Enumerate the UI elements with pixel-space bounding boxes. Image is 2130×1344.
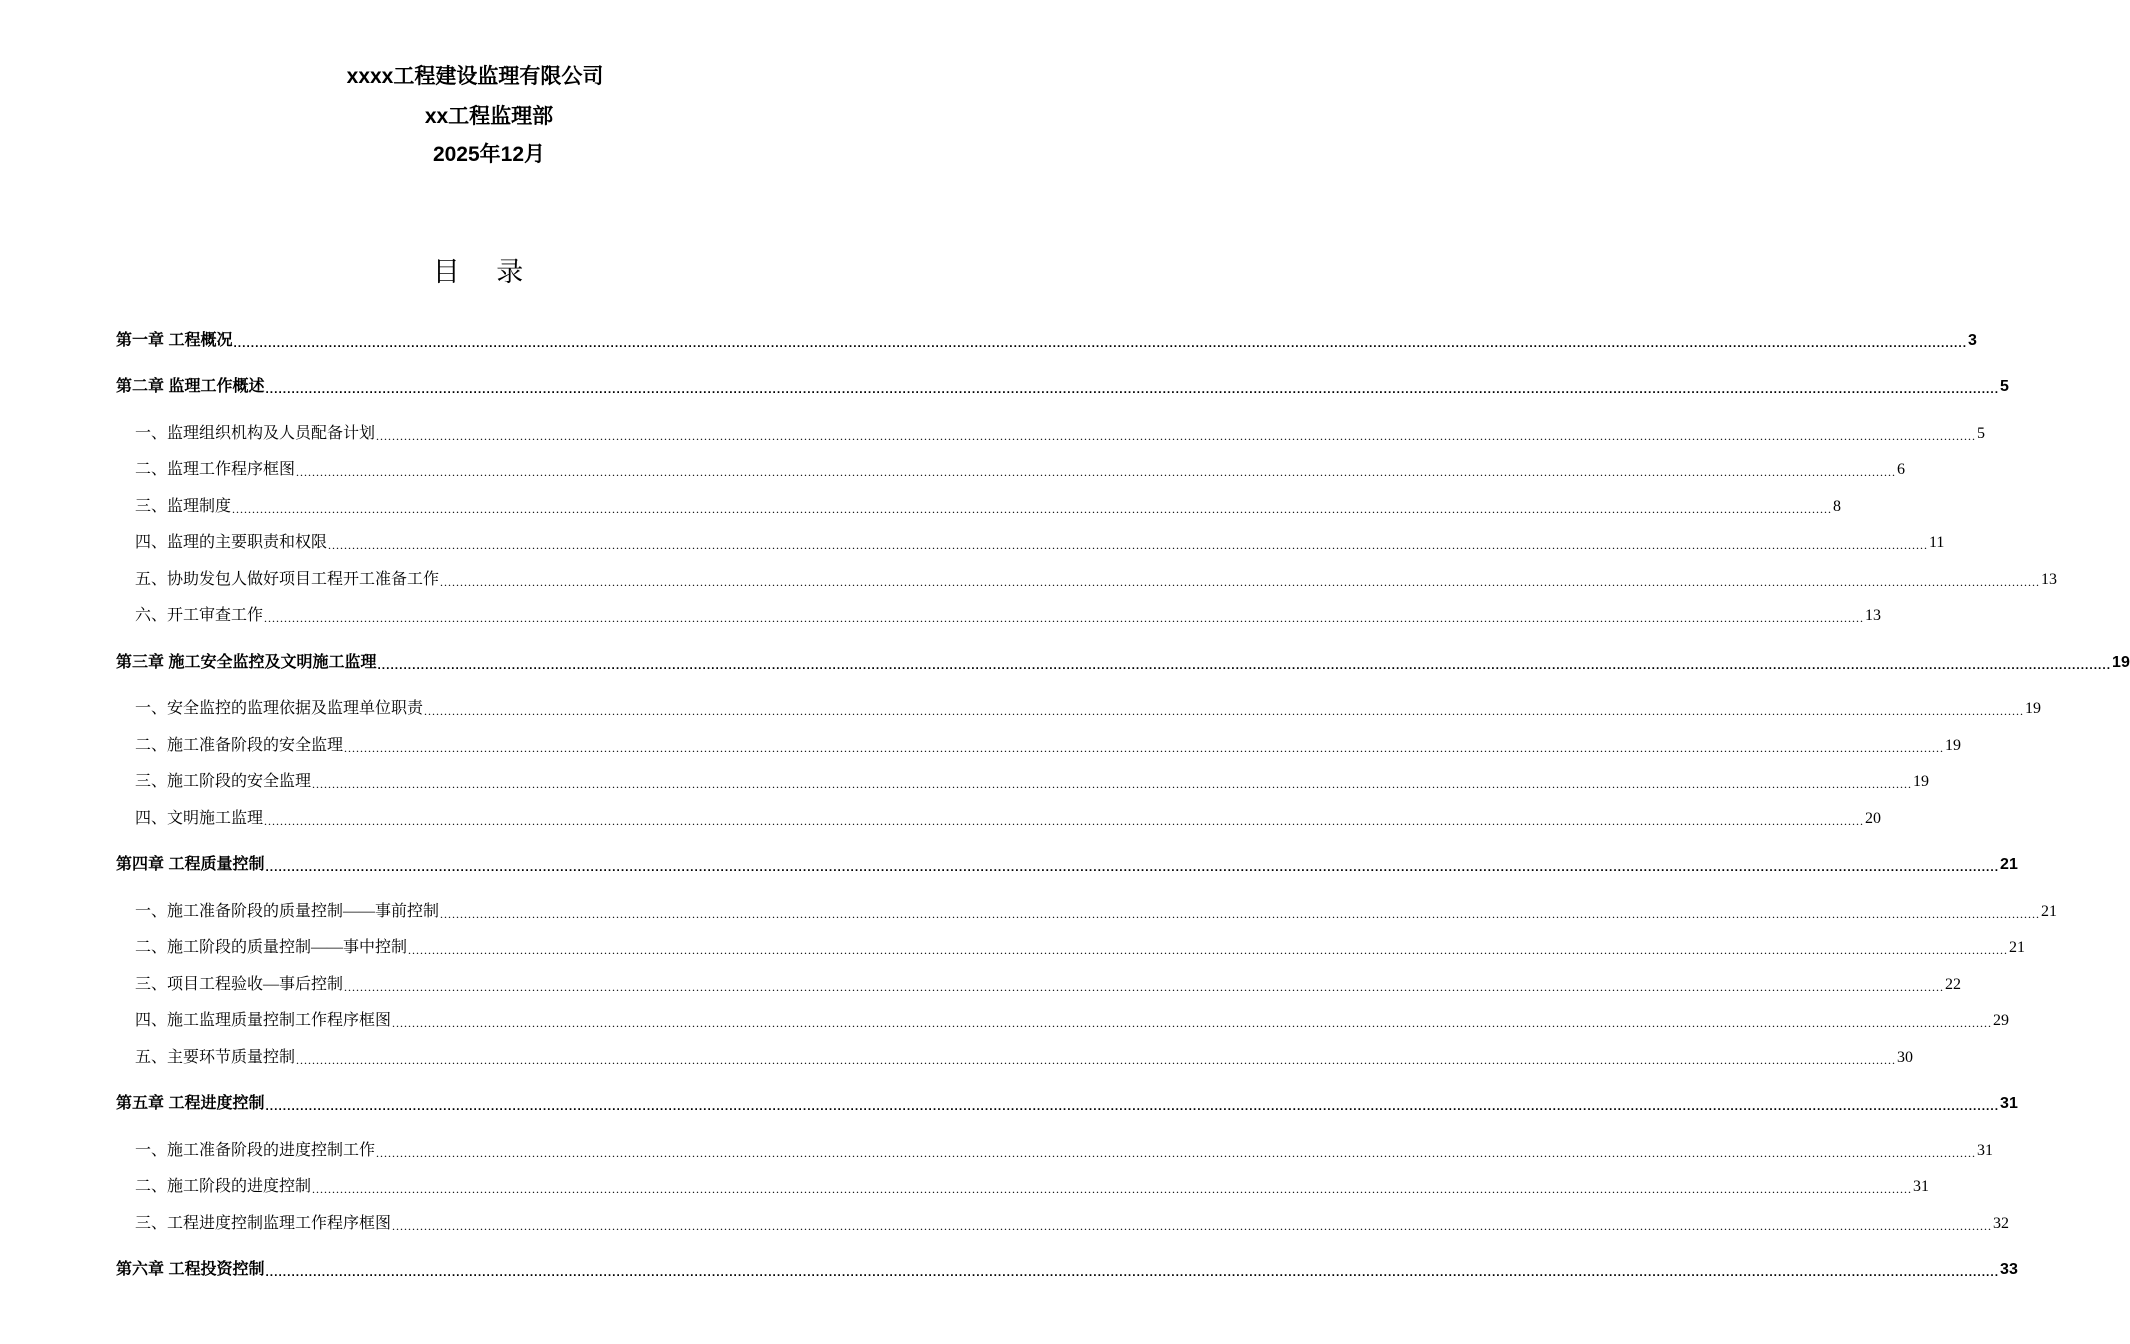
toc-page-number: 13 xyxy=(1865,607,1882,624)
toc-section-entry[interactable] xyxy=(135,898,2058,922)
toc-entry-title: 第二章 监理工作概述 xyxy=(116,378,265,395)
toc-entry-title: 二、施工准备阶段的安全监理 xyxy=(135,737,344,754)
toc-page-number: 13 xyxy=(2041,571,2058,588)
toc-entry-title: 第四章 工程质量控制 xyxy=(116,856,265,873)
toc-dot-leader: ................................................................................................................................................................................................................................................................................................................................................................................................................ xyxy=(376,429,1977,443)
toc-entry-title: 一、安全监控的监理依据及监理单位职责 xyxy=(135,700,424,717)
toc-section-entry[interactable] xyxy=(135,934,2026,958)
toc-dot-leader: ................................................................................................................................................................................................................................................................................................................................................................................................................ xyxy=(344,741,1945,755)
toc-page-number: 11 xyxy=(1929,534,1945,551)
toc-page-number: 31 xyxy=(1913,1178,1930,1195)
toc-page-number: 20 xyxy=(1865,810,1882,827)
toc-entry-title: 三、工程进度控制监理工作程序框图 xyxy=(135,1215,392,1232)
toc-dot-leader: ................................................................................................................................................................................................................................................................................................................................................................................................................ xyxy=(233,336,1968,350)
toc-entry-title: 第三章 施工安全监控及文明施工监理 xyxy=(116,654,377,671)
toc-entry-title: 第一章 工程概况 xyxy=(116,332,233,349)
toc-entry-title: 第五章 工程进度控制 xyxy=(116,1095,265,1112)
toc-page-number: 21 xyxy=(2009,939,2026,956)
toc-page-number: 19 xyxy=(1945,737,1962,754)
toc-dot-leader: ................................................................................................................................................................................................................................................................................................................................................................................................................ xyxy=(328,538,1929,552)
toc-dot-leader: ................................................................................................................................................................................................................................................................................................................................................................................................................ xyxy=(296,465,1897,479)
toc-section-entry[interactable] xyxy=(135,1137,1994,1161)
toc-entry-title: 三、施工阶段的安全监理 xyxy=(135,773,312,790)
company-name: xxxx工程建设监理有限公司 xyxy=(346,65,604,88)
toc-section-entry[interactable] xyxy=(135,456,1906,480)
toc-entry-title: 一、施工准备阶段的进度控制工作 xyxy=(135,1142,376,1159)
toc-page-number: 31 xyxy=(1977,1142,1994,1159)
toc-chapter-entry[interactable] xyxy=(116,1256,2018,1280)
toc-dot-leader: ................................................................................................................................................................................................................................................................................................................................................................................................................ xyxy=(265,1265,2000,1279)
toc-dot-leader: ................................................................................................................................................................................................................................................................................................................................................................................................................ xyxy=(265,860,2000,874)
toc-dot-leader: ................................................................................................................................................................................................................................................................................................................................................................................................................ xyxy=(296,1053,1897,1067)
toc-dot-leader: ................................................................................................................................................................................................................................................................................................................................................................................................................ xyxy=(377,658,2112,672)
toc-section-entry[interactable] xyxy=(135,493,1842,517)
toc-dot-leader: ................................................................................................................................................................................................................................................................................................................................................................................................................ xyxy=(344,980,1945,994)
toc-page-number: 5 xyxy=(2000,378,2009,395)
toc-entry-title: 第六章 工程投资控制 xyxy=(116,1261,265,1278)
toc-section-entry[interactable] xyxy=(135,1044,1914,1068)
toc-dot-leader: ................................................................................................................................................................................................................................................................................................................................................................................................................ xyxy=(265,382,2000,396)
toc-section-entry[interactable] xyxy=(135,732,1962,756)
toc-dot-leader: ................................................................................................................................................................................................................................................................................................................................................................................................................ xyxy=(232,502,1833,516)
toc-page-number: 5 xyxy=(1977,425,1986,442)
toc-entry-title: 二、监理工作程序框图 xyxy=(135,461,296,478)
toc-dot-leader: ................................................................................................................................................................................................................................................................................................................................................................................................................ xyxy=(312,1182,1913,1196)
toc-page-number: 33 xyxy=(2000,1261,2018,1278)
toc-section-entry[interactable] xyxy=(135,971,1962,995)
toc-chapter-entry[interactable] xyxy=(116,851,2018,875)
toc-entry-title: 五、主要环节质量控制 xyxy=(135,1049,296,1066)
toc-section-entry[interactable] xyxy=(135,695,2042,719)
toc-entry-title: 六、开工审查工作 xyxy=(135,607,264,624)
toc-page-number: 30 xyxy=(1897,1049,1914,1066)
toc-section-entry[interactable] xyxy=(135,566,2058,590)
toc-dot-leader: ................................................................................................................................................................................................................................................................................................................................................................................................................ xyxy=(264,611,1865,625)
toc-page-number: 31 xyxy=(2000,1095,2018,1112)
department-name: xx工程监理部 xyxy=(424,105,554,128)
toc-entry-title: 五、协助发包人做好项目工程开工准备工作 xyxy=(135,571,440,588)
toc-entry-title: 三、项目工程验收—事后控制 xyxy=(135,976,344,993)
toc-page-number: 19 xyxy=(2025,700,2042,717)
toc-chapter-entry[interactable] xyxy=(116,373,2009,397)
toc-section-entry[interactable] xyxy=(135,529,1945,553)
toc-entry-title: 四、文明施工监理 xyxy=(135,810,264,827)
toc-page-number: 6 xyxy=(1897,461,1906,478)
toc-dot-leader: ................................................................................................................................................................................................................................................................................................................................................................................................................ xyxy=(264,814,1865,828)
toc-dot-leader: ................................................................................................................................................................................................................................................................................................................................................................................................................ xyxy=(440,575,2041,589)
toc-page-number: 29 xyxy=(1993,1012,2010,1029)
toc-page-number: 19 xyxy=(1913,773,1930,790)
toc-chapter-entry[interactable] xyxy=(116,327,1977,351)
toc-section-entry[interactable] xyxy=(135,768,1930,792)
toc-section-entry[interactable] xyxy=(135,420,1986,444)
toc-page-number: 19 xyxy=(2112,654,2130,671)
toc-chapter-entry[interactable] xyxy=(116,649,2130,673)
toc-page-number: 3 xyxy=(1968,332,1977,349)
toc-section-entry[interactable] xyxy=(135,602,1882,626)
toc-page-number: 32 xyxy=(1993,1215,2010,1232)
toc-entry-title: 四、监理的主要职责和权限 xyxy=(135,534,328,551)
toc-entry-title: 四、施工监理质量控制工作程序框图 xyxy=(135,1012,392,1029)
toc-dot-leader: ................................................................................................................................................................................................................................................................................................................................................................................................................ xyxy=(265,1099,2000,1113)
toc-dot-leader: ................................................................................................................................................................................................................................................................................................................................................................................................................ xyxy=(440,907,2041,921)
toc-entry-title: 二、施工阶段的质量控制——事中控制 xyxy=(135,939,408,956)
toc-entry-title: 一、监理组织机构及人员配备计划 xyxy=(135,425,376,442)
document-date: 2025年12月 xyxy=(432,143,546,166)
toc-dot-leader: ................................................................................................................................................................................................................................................................................................................................................................................................................ xyxy=(376,1146,1977,1160)
toc-page-number: 8 xyxy=(1833,498,1842,515)
toc-page-number: 21 xyxy=(2041,903,2058,920)
toc-section-entry[interactable] xyxy=(135,1007,2010,1031)
toc-dot-leader: ................................................................................................................................................................................................................................................................................................................................................................................................................ xyxy=(392,1219,1993,1233)
toc-section-entry[interactable] xyxy=(135,1173,1930,1197)
toc-entry-title: 一、施工准备阶段的质量控制——事前控制 xyxy=(135,903,440,920)
toc-entry-title: 二、施工阶段的进度控制 xyxy=(135,1178,312,1195)
toc-dot-leader: ................................................................................................................................................................................................................................................................................................................................................................................................................ xyxy=(312,777,1913,791)
toc-dot-leader: ................................................................................................................................................................................................................................................................................................................................................................................................................ xyxy=(424,704,2025,718)
toc-page-number: 22 xyxy=(1945,976,1962,993)
toc-entry-title: 三、监理制度 xyxy=(135,498,232,515)
toc-chapter-entry[interactable] xyxy=(116,1090,2018,1114)
toc-section-entry[interactable] xyxy=(135,1210,2010,1234)
toc-dot-leader: ................................................................................................................................................................................................................................................................................................................................................................................................................ xyxy=(408,943,2009,957)
toc-section-entry[interactable] xyxy=(135,805,1882,829)
toc-page-number: 21 xyxy=(2000,856,2018,873)
toc-title: 目 录 xyxy=(432,257,538,288)
toc-dot-leader: ................................................................................................................................................................................................................................................................................................................................................................................................................ xyxy=(392,1016,1993,1030)
